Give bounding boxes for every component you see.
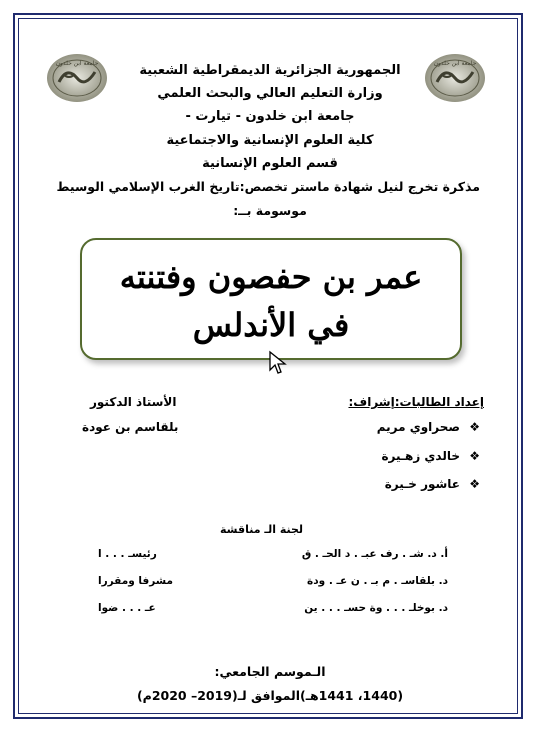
header-department: قسم العلوم الإنسانية [202, 156, 338, 171]
jury-member-row [0, 575, 540, 591]
supervisor-title: الأستاذ الدكتور [90, 395, 177, 409]
jury-label: لجنة الـ مناقشة [220, 523, 304, 536]
diamond-bullet-icon: ❖ [469, 420, 480, 434]
student-item [385, 477, 480, 491]
jury-member-role: رئيسـ . . . ا [98, 548, 157, 560]
prepared-by-label [348, 395, 484, 409]
jury-member-row [0, 602, 540, 618]
logo-lettering: جامعة ابن خلدون [55, 60, 99, 67]
title-line-2: في الأندلس [192, 306, 350, 344]
jury-member-role: مشرفا ومقررا [98, 575, 173, 587]
jury-member-name: أ. د. شـ . رف عبـ . د الحـ . ق [301, 548, 448, 560]
academic-season-years: (1440، 1441هـ)الموافق لـ(2019– 2020م) [136, 688, 404, 703]
jury-member-name: د. بوخلـ . . . وة حسـ . . . ين [304, 602, 448, 614]
title-line-1: عمر بن حفصون وفتنته [119, 258, 423, 296]
student-item [381, 449, 480, 463]
prepared-label-text: إعداد الطالبات: [394, 395, 484, 409]
header-titled: موسومة بــ: [233, 203, 307, 218]
supervisor-name: بلقاسم بن عودة [82, 420, 179, 434]
title-box [80, 238, 462, 360]
student-item [377, 420, 480, 434]
student-name: خالدي زهـيرة [381, 449, 460, 463]
jury-member-role: عـ . . . ضوا [98, 602, 156, 614]
mouse-cursor-icon [268, 350, 288, 376]
header-ministry: وزارة التعليم العالي والبحث العلمي [157, 86, 383, 101]
header-thesis-description: مذكرة تخرج لنيل شهادة ماستر تخصص:تاريخ الغرب الإسلامي الوسيط [56, 179, 480, 194]
academic-season-label: الـموسم الجامعي: [214, 664, 326, 679]
student-name: صحراوي مريم [376, 420, 460, 434]
jury-member-name: د. بلقاسـ . م بـ . ن عـ . ودة [307, 575, 448, 587]
header-university: جامعة ابن خلدون - تيارت - [185, 109, 355, 124]
jury-member-row [0, 548, 540, 564]
header-republic: الجمهورية الجزائرية الديمقراطية الشعبية [139, 63, 401, 78]
logo-lettering: جامعة ابن خلدون [433, 60, 477, 67]
diamond-bullet-icon: ❖ [469, 477, 480, 491]
supervision-label-text: إشراف: [348, 395, 395, 409]
header-faculty: كلية العلوم الإنسانية والاجتماعية [166, 133, 374, 148]
student-name: عاشور خـيرة [384, 477, 460, 491]
diamond-bullet-icon: ❖ [469, 449, 480, 463]
